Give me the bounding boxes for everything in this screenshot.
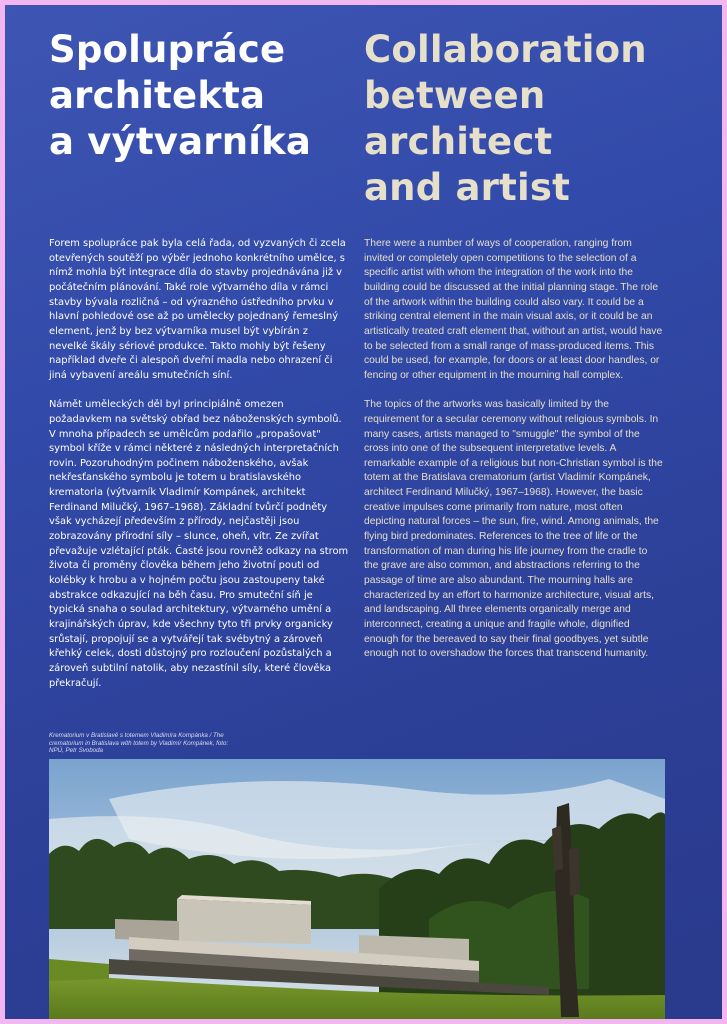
- title-czech-line: Spolupráce: [49, 28, 286, 71]
- title-english: [364, 27, 704, 211]
- poster: [5, 5, 722, 1019]
- title-czech-line: architekta: [49, 74, 266, 117]
- english-text-column: [364, 237, 664, 677]
- title-english-line: between: [364, 74, 546, 117]
- title-english-line: and artist: [364, 166, 570, 209]
- title-english-line: architect: [364, 120, 553, 163]
- title-czech-line: a výtvarníka: [49, 120, 312, 163]
- czech-text-column: [49, 237, 349, 706]
- czech-paragraph: Námět uměleckých děl byl principiálně omezen požadavkem na světský obřad bez náboženských symbolů. V mnoha případech se umělcům podařilo „propašovat" symbol kříže v rámci některé z následných interpretačních rovin. Pozoruhodným počinem náboženského, avšak nekřesťanského symbolu je totem u bratislavského krematoria (výtvarník Vladimír Kompánek, architekt Ferdinand Milučký, 1967–1968). Základní tvůrčí podněty však vycházejí především z přírody, nejčastěji jsou zobrazovány přírodní síly – slunce, oheň, vítr. Ze zvířat převažuje vzlétající pták. Časté jsou rovněž odkazy na strom života či proměny člověka během jeho životní pouti od kolébky k hrobu a v hojném počtu jsou zastoupeny také abstrakce odkazující na běh času. Pro smuteční síň je typická snaha o soulad architektury, výtvarného umění a krajinářských úprav, kde všechny tyto tři prvky organicky srůstají, propojují se a vytvářejí tak svébytný a zároveň křehký celek, dosti důstojný pro rozloučení pozůstalých a zároveň subtilní natolik, aby nezastínil síly, které člověka překračují.: [49, 399, 349, 689]
- czech-paragraph: Forem spolupráce pak byla celá řada, od vyzvaných či zcela otevřených soutěží po výběr jednoho konkrétního umělce, s nímž mohla být integrace díla do stavby projednávána již v počátečním plánování. Také role výtvarného díla v rámci stavby bývala rozličná – od výrazného ústředního prvku v hlavní pohledové ose až po umělecky pojednaný řemeslný element, jenž by bez výtvarníka musel být vybírán z nevelké škály sériové produkce. Takto mohly být řešeny například dveře či alespoň dveřní madla nebo ohrazení či jiná vybavení areálu smutečních síní.: [49, 238, 346, 381]
- title-czech: [49, 27, 349, 165]
- title-english-line: Collaboration: [364, 28, 647, 71]
- crematorium-photo: [49, 759, 665, 1019]
- english-paragraph: The topics of the artworks was basically limited by the requirement for a secular ceremony without religious symbols. In many cases, artists managed to "smuggle" the symbol of the cross into one of the subsequent interpretative levels. A remarkable example of a religious but non-Christian symbol is the totem at the Bratislava crematorium (artist Vladimír Kompánek, architect Ferdinand Milučký, 1967–1968). However, the basic creative impulses come primarily from nature, most often depicting natural forces – the sun, fire, wind. Among animals, the flying bird predominates. References to the tree of life or the transformation of man during his life journey from the cradle to the grave are also common, and abstractions referring to the passage of time are also abundant. The mourning halls are characterized by an effort to harmonize architecture, visual arts, and landscaping. All three elements organically merge and interconnect, creating a unique and fragile whole, dignified enough for the bereaved to say their final goodbyes, yet subtle enough not to overshadow the forces that transcend humanity.: [364, 399, 663, 660]
- photo-caption: Krematorium v Bratislavě s totemem Vladimíra Kompánka / The crematorium in Bratislava with totem by Vladimír Kompánek, foto: NPÚ, Petr Svoboda: [49, 732, 229, 755]
- english-paragraph: There were a number of ways of cooperation, ranging from invited or completely open competitions to the selection of a specific artist with whom the integration of the work into the building could be discussed at the initial planning stage. The role of the artwork within the building could also vary. It could be a striking central element in the main visual axis, or it could be an artistically treated craft element that, without an artist, would have to be selected from a small range of mass-produced items. This could be used, for example, for doors or at least door handles, or fencing or other equipment in the mourning hall complex.: [364, 238, 663, 381]
